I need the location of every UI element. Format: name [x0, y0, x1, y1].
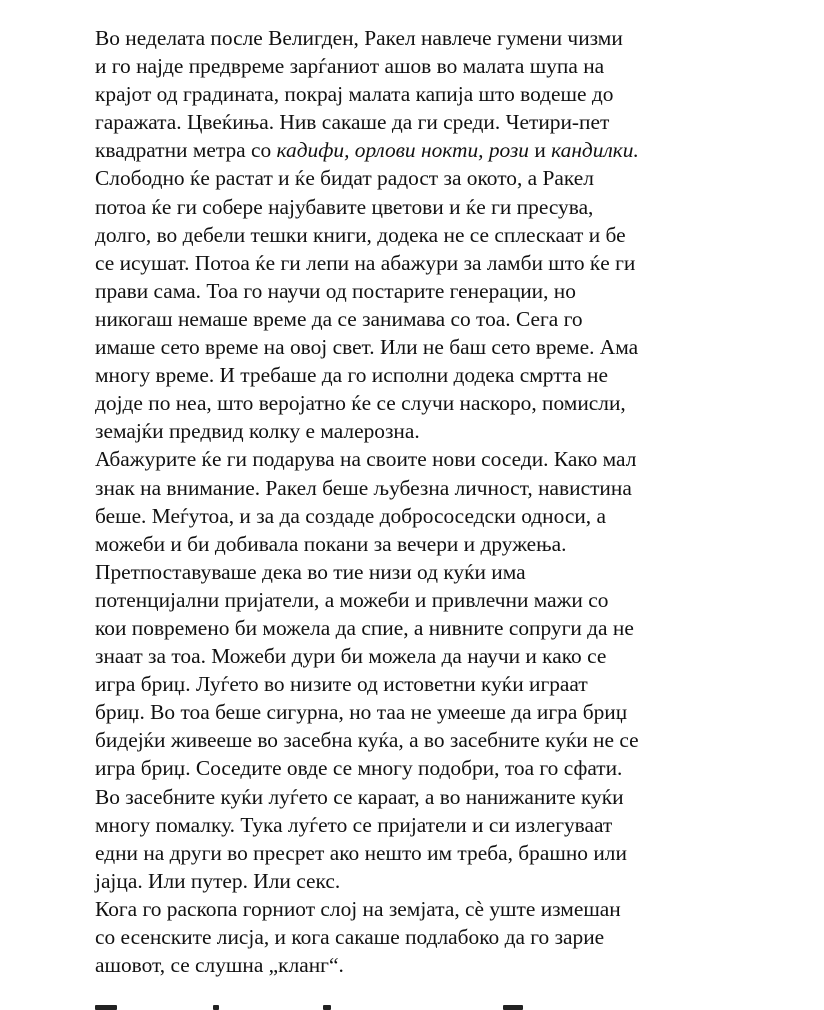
text-line: беше. Меѓутоа, и за да создаде добрососедски односи, а	[95, 503, 606, 528]
text-line: бриџ. Во тоа беше сигурна, но таа не умееше да игра бриџ	[95, 700, 628, 725]
text-line: и го најде предвреме зарѓаниот ашов во малата шупа на	[95, 54, 605, 79]
text-fragment: и	[529, 138, 552, 163]
text-line: Во неделата после Велигден, Ракел навлече гумени чизми	[95, 26, 623, 50]
text-line: се исушат. Потоа ќе ги лепи на абажури за ламби што ќе ги	[95, 250, 636, 275]
text-line: многу време. И требаше да го исполни додека смртта не	[95, 363, 608, 388]
text-line: игра бриџ. Луѓето во низите од истоветни куќи играат	[95, 672, 588, 697]
text-line-with-italics	[95, 136, 735, 164]
italic-flower-name: кандилки.	[551, 138, 639, 163]
text-line: ашовот, се слушна „кланг“.	[95, 953, 344, 978]
text-line: никогаш немаше време да се занимава со тоа. Сега го	[95, 306, 583, 331]
text-line: едни на други во пресрет ако нешто им треба, брашно или	[95, 840, 627, 865]
glyph-fragment	[503, 1005, 523, 1010]
text-line: гаражата. Цвеќиња. Нив сакаше да ги среди. Четири-пет	[95, 110, 610, 135]
text-line: бидејќи живееше во засебна куќа, а во засебните куќи не се	[95, 728, 639, 753]
glyph-fragment	[95, 1005, 117, 1010]
glyph-fragment	[213, 1005, 219, 1010]
text-line: долго, во дебели тешки книги, додека не се сплескаат и бе	[95, 222, 626, 247]
text-line: имаше сето време на овој свет. Или не баш сето време. Ама	[95, 335, 639, 360]
text-line: знак на внимание. Ракел беше љубезна личност, навистина	[95, 475, 632, 500]
text-fragment: квадратни метра со	[95, 138, 277, 163]
text-line: можеби и би добивала покани за вечери и дружења.	[95, 531, 567, 556]
text-line: потенцијални пријатели, а можеби и привлечни мажи со	[95, 587, 609, 612]
text-line: кои повремено би можела да спие, а нивните сопруги да не	[95, 615, 634, 640]
glyph-fragment	[323, 1005, 331, 1010]
text-line: крајот од градината, покрај малата капија што водеше до	[95, 82, 614, 107]
text-line: јајца. Или путер. Или секс.	[95, 868, 341, 893]
paragraph-start-line: Кога го раскопа горниот слој на земјата, сè уште измешан	[95, 896, 621, 921]
text-line: Слободно ќе растат и ќе бидат радост за окото, а Ракел	[95, 166, 594, 191]
document-body	[95, 24, 735, 979]
paragraph-start-line: Абажурите ќе ги подарува на своите нови соседи. Како мал	[95, 447, 637, 472]
italic-flower-list: кадифи, орлови нокти, рози	[276, 138, 529, 163]
text-line: со есенските лисја, и кога сакаше подлабоко да го зарие	[95, 925, 605, 949]
text-line: игра бриџ. Соседите овде се многу подобри, тоа го сфати.	[95, 756, 623, 781]
text-line: Во засебните куќи луѓето се караат, а во нанижаните куќи	[95, 784, 624, 809]
cut-off-next-line	[95, 1003, 735, 1010]
text-line: Претпоставуваше дека во тие низи од куќи има	[95, 559, 526, 584]
text-line: земајќи предвид колку е малерозна.	[95, 419, 420, 444]
text-line: дојде по неа, што веројатно ќе се случи наскоро, помисли,	[95, 391, 626, 416]
text-line: знаат за тоа. Можеби дури би можела да научи и како се	[95, 644, 607, 669]
text-line: прави сама. Тоа го научи од постарите генерации, но	[95, 278, 576, 303]
text-line: многу помалку. Тука луѓето се пријатели и си излегуваат	[95, 812, 613, 837]
text-line: потоа ќе ги собере најубавите цветови и ќе ги пресува,	[95, 194, 594, 219]
